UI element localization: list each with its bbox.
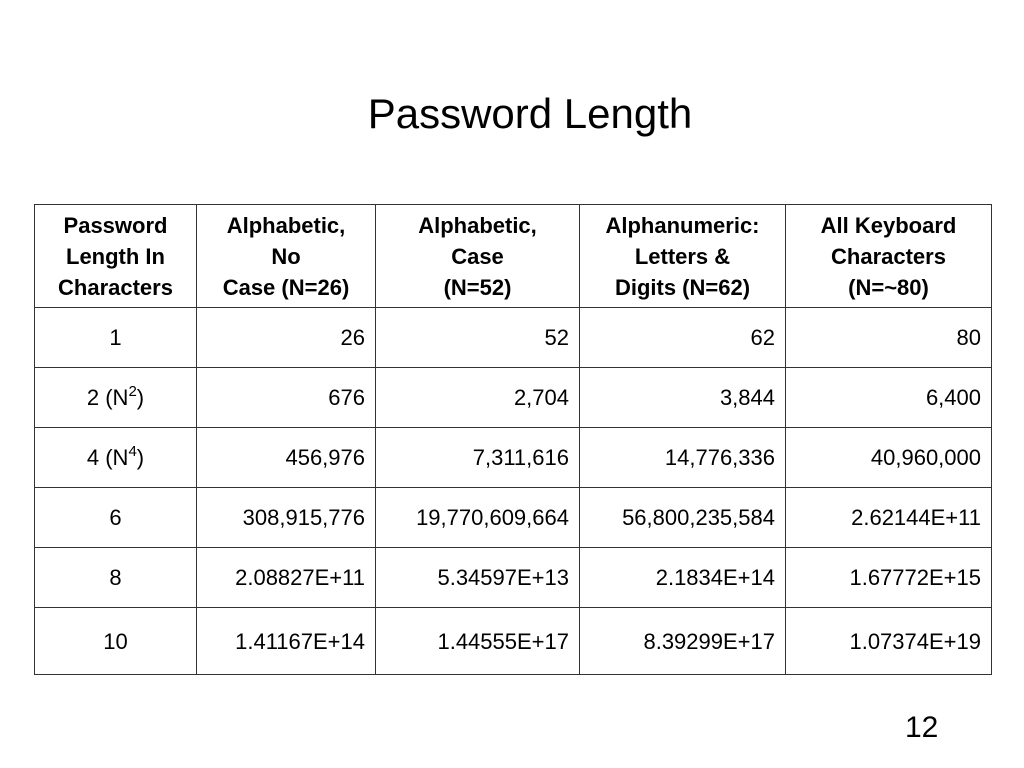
header-all-keyboard: All Keyboard Characters (N=~80) <box>786 205 992 308</box>
header-alphabetic-no-case: Alphabetic, No Case (N=26) <box>197 205 376 308</box>
value-cell: 1.41167E+14 <box>197 608 376 675</box>
value-cell: 5.34597E+13 <box>376 548 580 608</box>
length-cell: 10 <box>35 608 197 675</box>
value-cell: 2.62144E+11 <box>786 488 992 548</box>
value-cell: 1.67772E+15 <box>786 548 992 608</box>
value-cell: 3,844 <box>580 368 786 428</box>
value-cell: 80 <box>786 308 992 368</box>
value-cell: 308,915,776 <box>197 488 376 548</box>
value-cell: 7,311,616 <box>376 428 580 488</box>
table-row <box>35 608 992 675</box>
password-length-table <box>34 204 992 675</box>
header-alphabetic-case: Alphabetic, Case (N=52) <box>376 205 580 308</box>
value-cell: 2,704 <box>376 368 580 428</box>
value-cell: 2.08827E+11 <box>197 548 376 608</box>
length-cell: 1 <box>35 308 197 368</box>
value-cell: 2.1834E+14 <box>580 548 786 608</box>
value-cell: 52 <box>376 308 580 368</box>
value-cell: 26 <box>197 308 376 368</box>
slide-title: Password Length <box>367 90 693 137</box>
table-row <box>35 548 992 608</box>
value-cell: 62 <box>580 308 786 368</box>
table-row <box>35 428 992 488</box>
value-cell: 1.44555E+17 <box>376 608 580 675</box>
header-password-length: Password Length In Characters <box>35 205 197 308</box>
value-cell: 14,776,336 <box>580 428 786 488</box>
value-cell: 40,960,000 <box>786 428 992 488</box>
table-row <box>35 308 992 368</box>
table-row <box>35 368 992 428</box>
length-cell: 4 $(N^4)$ <box>35 428 197 488</box>
value-cell: 19,770,609,664 <box>376 488 580 548</box>
value-cell: 456,976 <box>197 428 376 488</box>
length-cell: 2 $(N^2)$ <box>35 368 197 428</box>
value-cell: 8.39299E+17 <box>580 608 786 675</box>
length-cell: 6 <box>35 488 197 548</box>
header-alphanumeric: Alphanumeric: Letters & Digits (N=62) <box>580 205 786 308</box>
value-cell: 56,800,235,584 <box>580 488 786 548</box>
table-header-row <box>35 205 992 308</box>
length-cell: 8 <box>35 548 197 608</box>
table-row <box>35 488 992 548</box>
value-cell: 676 <box>197 368 376 428</box>
value-cell: 1.07374E+19 <box>786 608 992 675</box>
page-number: 12 <box>905 711 939 744</box>
value-cell: 6,400 <box>786 368 992 428</box>
